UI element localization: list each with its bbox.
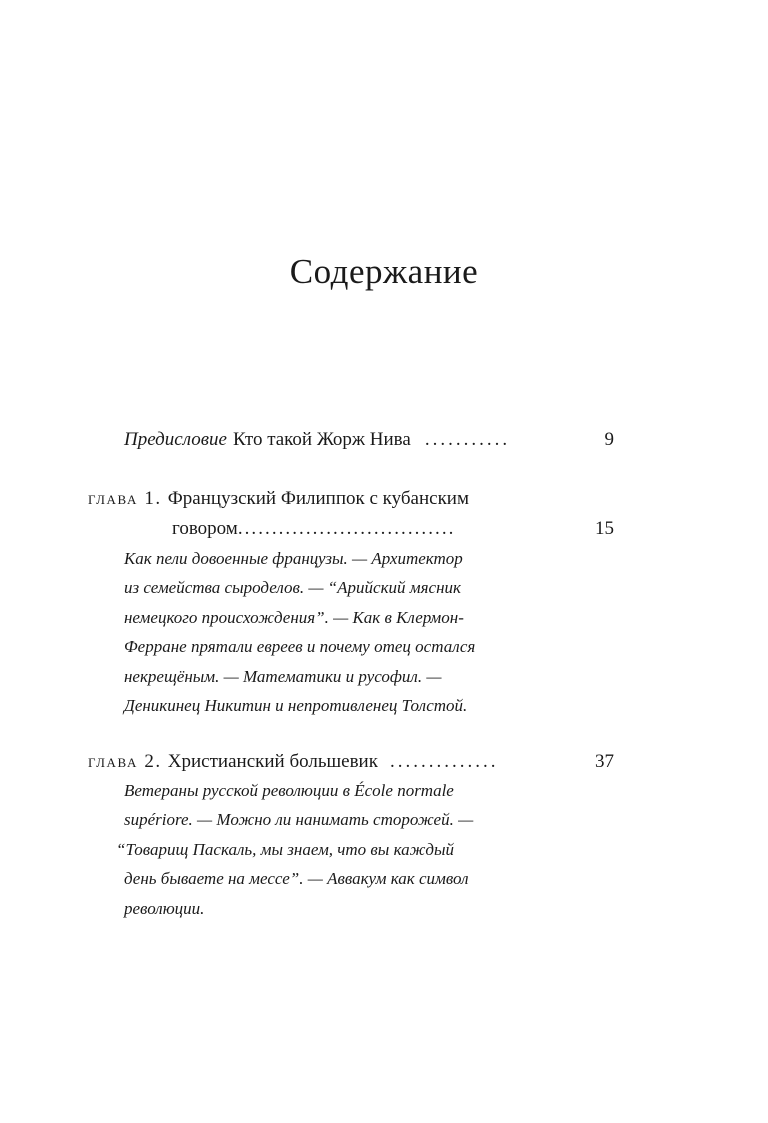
toc-entry-preface[interactable] [124, 428, 510, 452]
chapter-1-desc-line: Ферране прятали евреев и почему отец остался [124, 637, 476, 657]
preface-dots: ........... [424, 429, 511, 450]
chapter-1-page-number: 15 [595, 518, 614, 539]
chapter-2-desc-line: supériore. — Можно ли нанимать сторожей. — [124, 810, 474, 830]
chapter-1-title-line-2: говором [172, 518, 238, 539]
preface-title: Кто такой Жорж Нива [232, 429, 411, 450]
chapter-1-description [124, 544, 475, 720]
chapter-1-title-continuation[interactable] [172, 517, 455, 541]
chapter-1-desc-line: некрещёным. — Математики и русофил. — [124, 666, 442, 686]
chapter-2-page-number: 37 [595, 751, 614, 772]
chapter-2-desc-line: Ветераны русской революции в École normale [124, 781, 454, 800]
chapter-2-desc-line: революции. [124, 898, 205, 918]
preface-page-number: 9 [604, 429, 614, 450]
chapter-1-desc-line: немецкого происхождения”. — Как в Клермон- [124, 607, 464, 627]
chapter-1-label: глава 1. [88, 488, 162, 509]
chapter-2-dots: .............. [389, 751, 499, 772]
chapter-2-desc-line: день бываете на мессе”. — Аввакум как символ [124, 869, 469, 889]
chapter-1-title-line-1: Французский Филиппок с кубанским [167, 488, 469, 509]
chapter-1-dots: ................................ [237, 518, 456, 539]
chapter-1-desc-line: из семейства сыроделов. — “Арийский мясник [124, 578, 461, 598]
chapter-2-description [116, 776, 474, 923]
chapter-2-desc-line: “Товарищ Паскаль, мы знаем, что вы каждый [116, 839, 455, 859]
chapter-1-desc-line: Как пели довоенные французы. — Архитектор [124, 549, 463, 568]
page-title: Содержание [289, 252, 479, 291]
toc-entry-chapter-2[interactable] [88, 750, 498, 774]
chapter-1-desc-line: Деникинец Никитин и непротивленец Толстой. [124, 696, 468, 716]
toc-entry-chapter-1[interactable] [88, 487, 469, 511]
chapter-2-title: Христианский большевик [167, 751, 378, 772]
preface-label: Предисловие [124, 429, 227, 450]
chapter-2-label: глава 2. [88, 751, 162, 772]
